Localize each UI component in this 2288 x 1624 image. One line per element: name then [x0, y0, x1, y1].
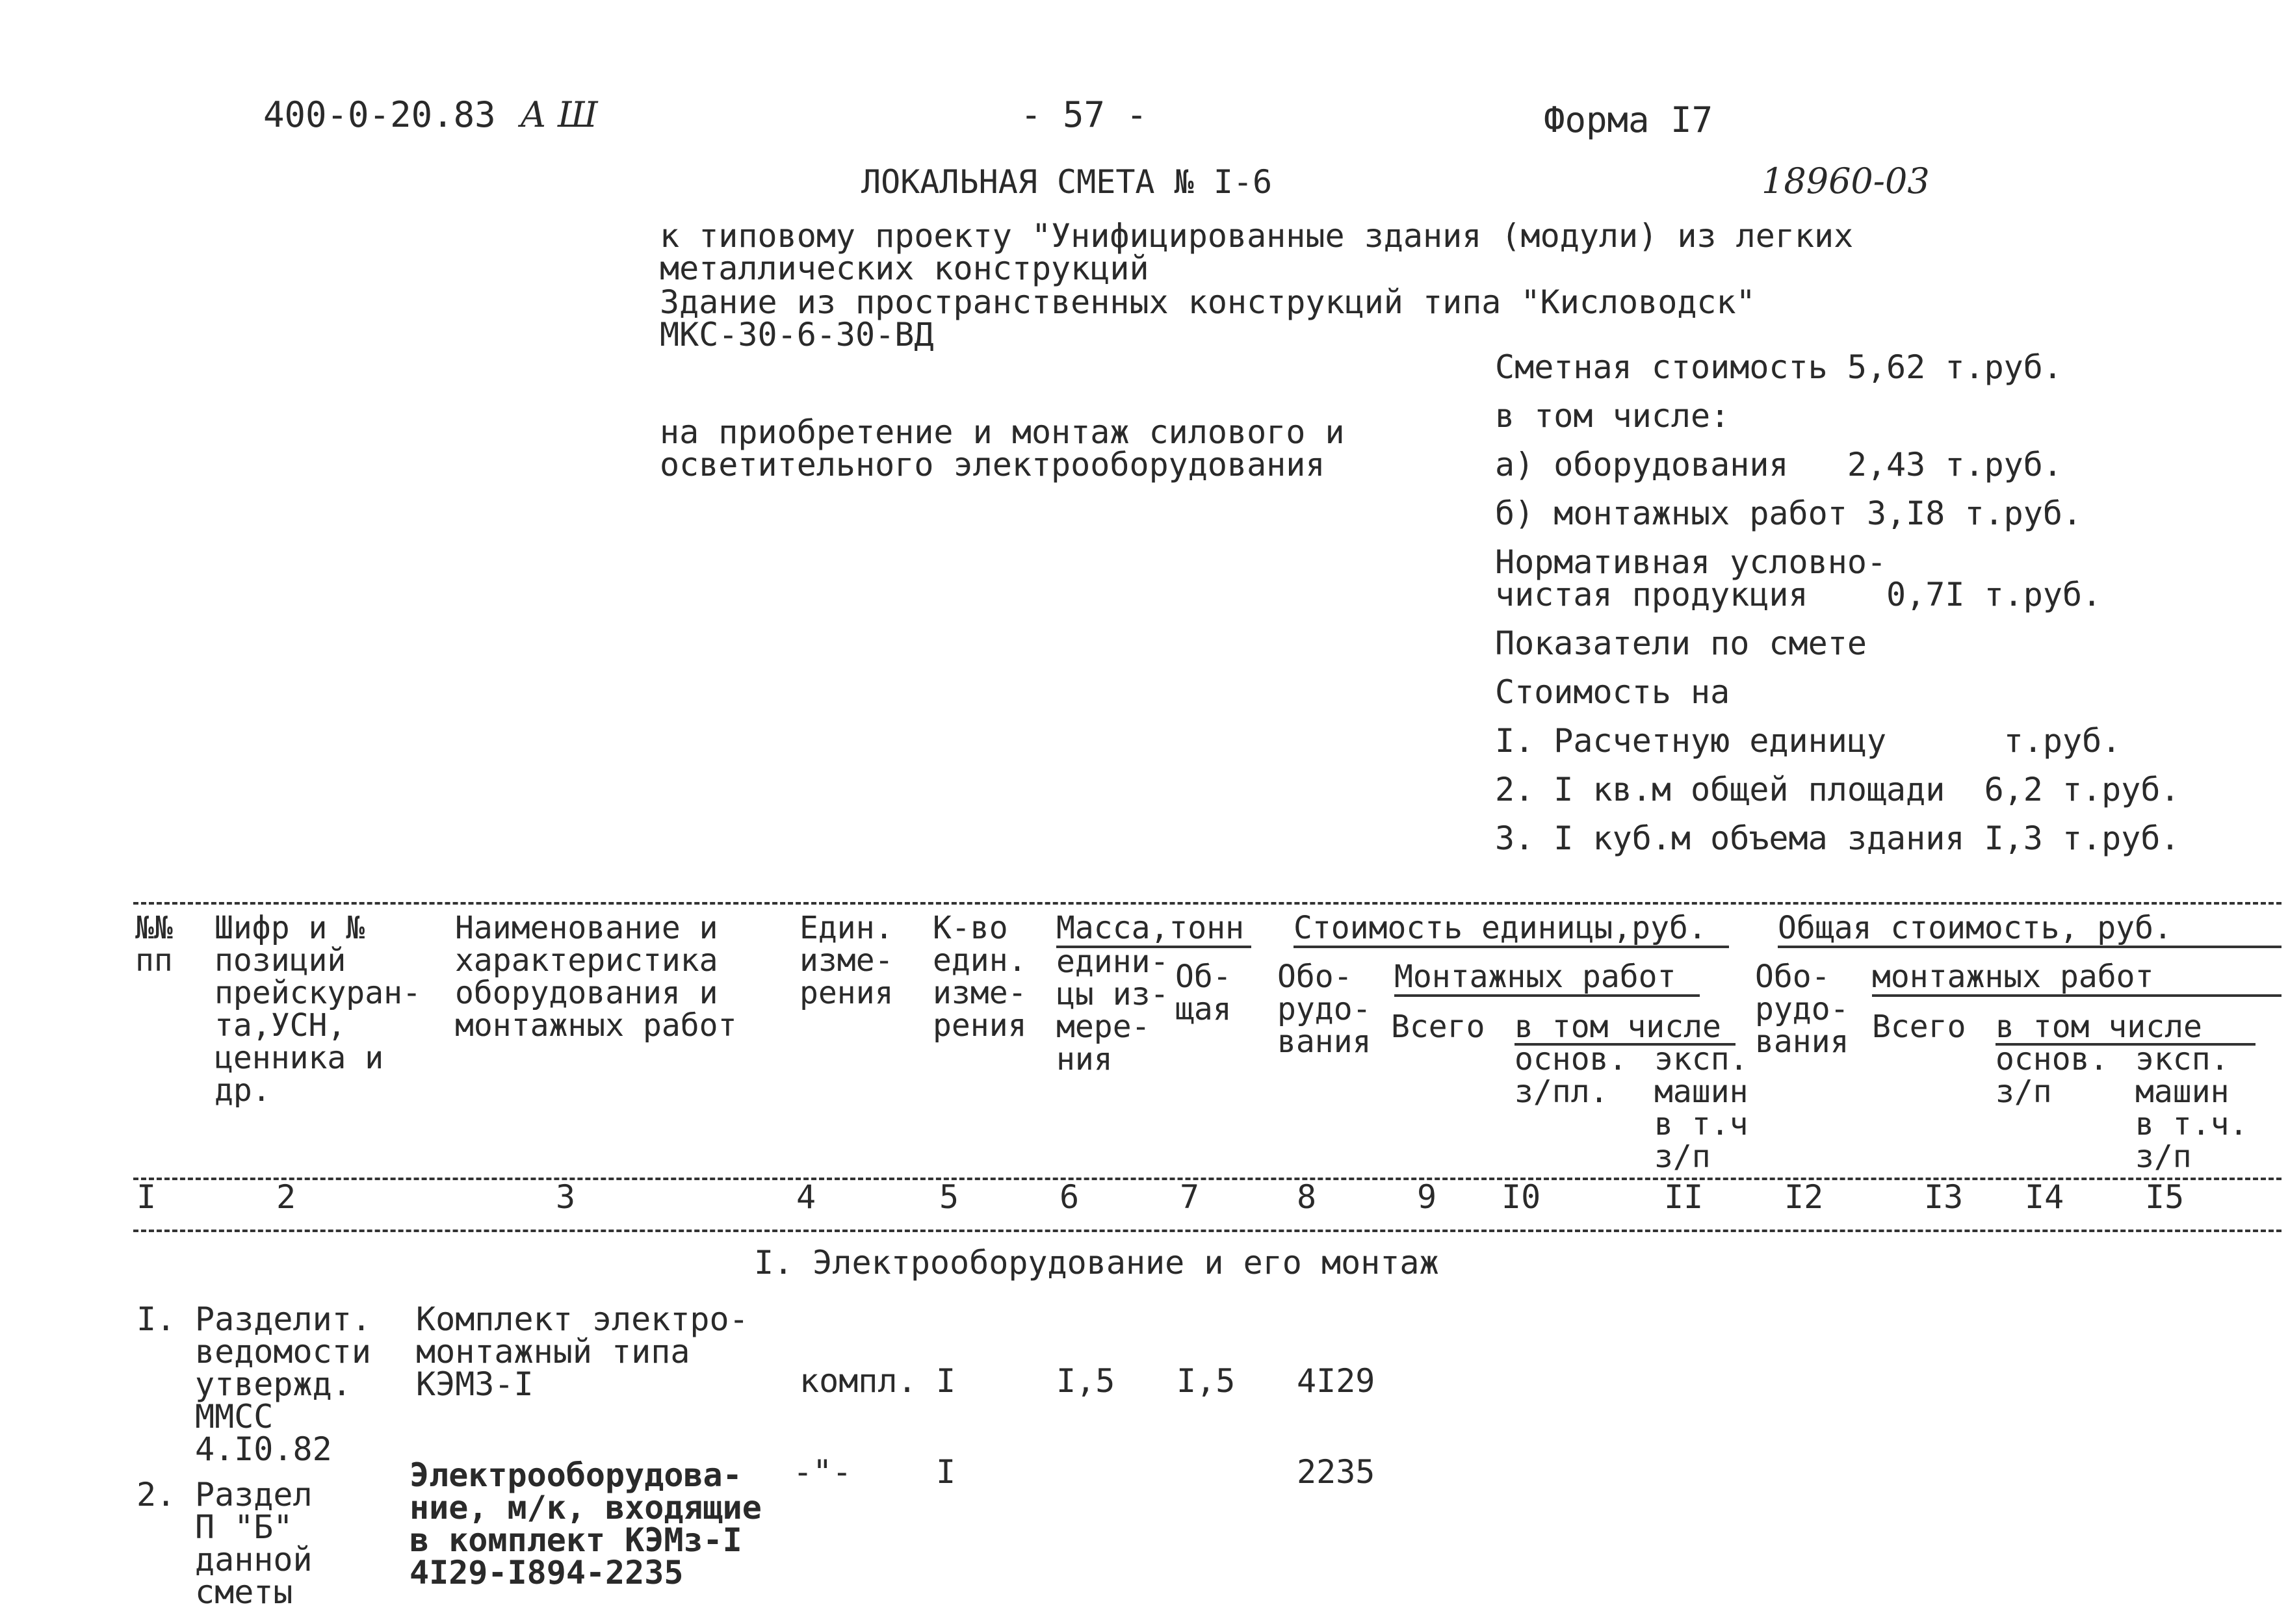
document-code: 400-0-20.83: [263, 94, 496, 135]
col-number-8: 8: [1297, 1178, 1317, 1216]
header-col-15: эксп. машин в т.ч. з/п: [2135, 1041, 2248, 1175]
header-col-8: Обо- рудо- вания: [1277, 959, 1372, 1060]
project-line-1: к типовому проекту "Унифицированные здания (модули) из легких: [660, 217, 1854, 255]
project-line-4: МКС-30-6-30-ВД: [660, 316, 934, 354]
header-including-2: в том числе: [1996, 1009, 2202, 1045]
row-2-quantity: I: [936, 1453, 956, 1491]
purpose-line-1: на приобретение и монтаж силового и: [660, 413, 1345, 451]
project-line-2: металлических конструкций: [660, 250, 1149, 287]
col-number-9: 9: [1417, 1178, 1437, 1216]
installation-cost: б) монтажных работ 3,I8 т.руб.: [1495, 495, 2083, 532]
project-line-3: Здание из пространственных конструкций типа "Кисловодск": [660, 283, 1756, 321]
estimate-title: ЛОКАЛЬНАЯ СМЕТА № I-6: [861, 163, 1273, 201]
row-2-name: Электрооборудова- ние, м/к, входящие в комплект КЭМз-I 4I29-I894-2235: [410, 1456, 762, 1592]
row-1-unit: компл.: [800, 1362, 917, 1400]
header-col-14: основ. з/п: [1996, 1041, 2109, 1110]
col-number-7: 7: [1180, 1178, 1200, 1216]
col-number-3: 3: [556, 1178, 576, 1216]
header-total-cost: Общая стоимость, руб.: [1778, 910, 2172, 946]
indicator-unit: I. Расчетную единицу т.руб.: [1495, 722, 2122, 760]
header-col-10: основ. з/пл.: [1514, 1041, 1628, 1110]
header-col-1: №№ пп: [135, 910, 173, 979]
row-2-code: Раздел П "Б" данной сметы: [195, 1476, 313, 1611]
row-2-unit: -"-: [793, 1453, 852, 1491]
header-col-5: К-во един. изме- рения: [933, 910, 1027, 1044]
col-number-2: 2: [276, 1178, 296, 1216]
header-col-2: Шифр и № позиций прейскуран- та,УСН, ценника и др.: [214, 910, 421, 1109]
row-1-number: I.: [136, 1300, 176, 1338]
header-col-4: Един. изме- рения: [800, 910, 894, 1011]
col-number-4: 4: [796, 1178, 816, 1216]
header-col-12: Обо- рудо- вания: [1755, 959, 1849, 1060]
indicators-label: Показатели по смете: [1495, 625, 1867, 662]
col-number-12: I2: [1784, 1178, 1824, 1216]
total-cost-underline: [1778, 946, 2282, 948]
header-col-9: Всего: [1391, 1009, 1485, 1045]
equipment-cost: а) оборудования 2,43 т.руб.: [1495, 446, 2062, 483]
cost-per-label: Стоимость на: [1495, 673, 1730, 711]
normative-product-2: чистая продукция 0,7I т.руб.: [1495, 576, 2102, 613]
estimated-cost: Сметная стоимость 5,62 т.руб.: [1495, 348, 2062, 386]
indicator-area: 2. I кв.м общей площади 6,2 т.руб.: [1495, 771, 2180, 808]
including-label: в том числе:: [1495, 397, 1730, 435]
album-mark: А Ш: [520, 94, 598, 135]
header-col-6: едини- цы из- мере- ния: [1056, 944, 1169, 1077]
col-number-15: I5: [2145, 1178, 2185, 1216]
header-mass: Масса,тонн: [1056, 910, 1244, 946]
col-number-1: I: [136, 1178, 157, 1216]
header-col-3: Наименование и характеристика оборудования и монтажных работ: [455, 910, 737, 1044]
section-title: I. Электрооборудование и его монтаж: [754, 1244, 1439, 1282]
header-including: в том числе: [1514, 1009, 1721, 1045]
row-2-number: 2.: [136, 1476, 176, 1514]
normative-product-1: Нормативная условно-: [1495, 543, 1887, 581]
header-installation: Монтажных работ: [1394, 959, 1676, 995]
table-top-rule: [133, 902, 2282, 905]
header-installation-2: монтажных работ: [1872, 959, 2154, 995]
col-number-6: 6: [1060, 1178, 1080, 1216]
col-number-14: I4: [2025, 1178, 2064, 1216]
row-2-equipment-cost: 2235: [1297, 1453, 1375, 1491]
col-number-11: II: [1664, 1178, 1704, 1216]
row-1-code: Разделит. ведомости утвержд. ММСС 4.I0.82: [195, 1300, 371, 1468]
row-1-name: Комплект электро- монтажный типа КЭМЗ-I: [416, 1300, 749, 1403]
form-number: Форма I7: [1544, 99, 1713, 140]
col-number-13: I3: [1924, 1178, 1964, 1216]
header-col-7: Об- щая: [1175, 959, 1232, 1027]
unit-cost-underline: [1294, 946, 1729, 948]
page-number: - 57 -: [1020, 94, 1148, 135]
row-1-equipment-cost: 4I29: [1297, 1362, 1375, 1400]
header-col-13: Всего: [1872, 1009, 1966, 1045]
col-number-10: I0: [1502, 1178, 1541, 1216]
row-1-mass-unit: I,5: [1056, 1362, 1115, 1400]
indicator-volume: 3. I куб.м объема здания I,3 т.руб.: [1495, 819, 2180, 857]
row-1-quantity: I: [936, 1362, 956, 1400]
header-unit-cost: Стоимость единицы,руб.: [1294, 910, 1707, 946]
column-numbers-bottom-rule: [133, 1230, 2282, 1232]
header-col-11: эксп. машин в т.ч з/п: [1654, 1041, 1748, 1175]
installation-2-underline: [1872, 994, 2282, 997]
handwritten-number: 18960-03: [1762, 161, 1930, 201]
row-1-mass-total: I,5: [1176, 1362, 1236, 1400]
installation-underline: [1394, 994, 1700, 997]
purpose-line-2: осветительного электрооборудования: [660, 446, 1325, 483]
col-number-5: 5: [939, 1178, 959, 1216]
